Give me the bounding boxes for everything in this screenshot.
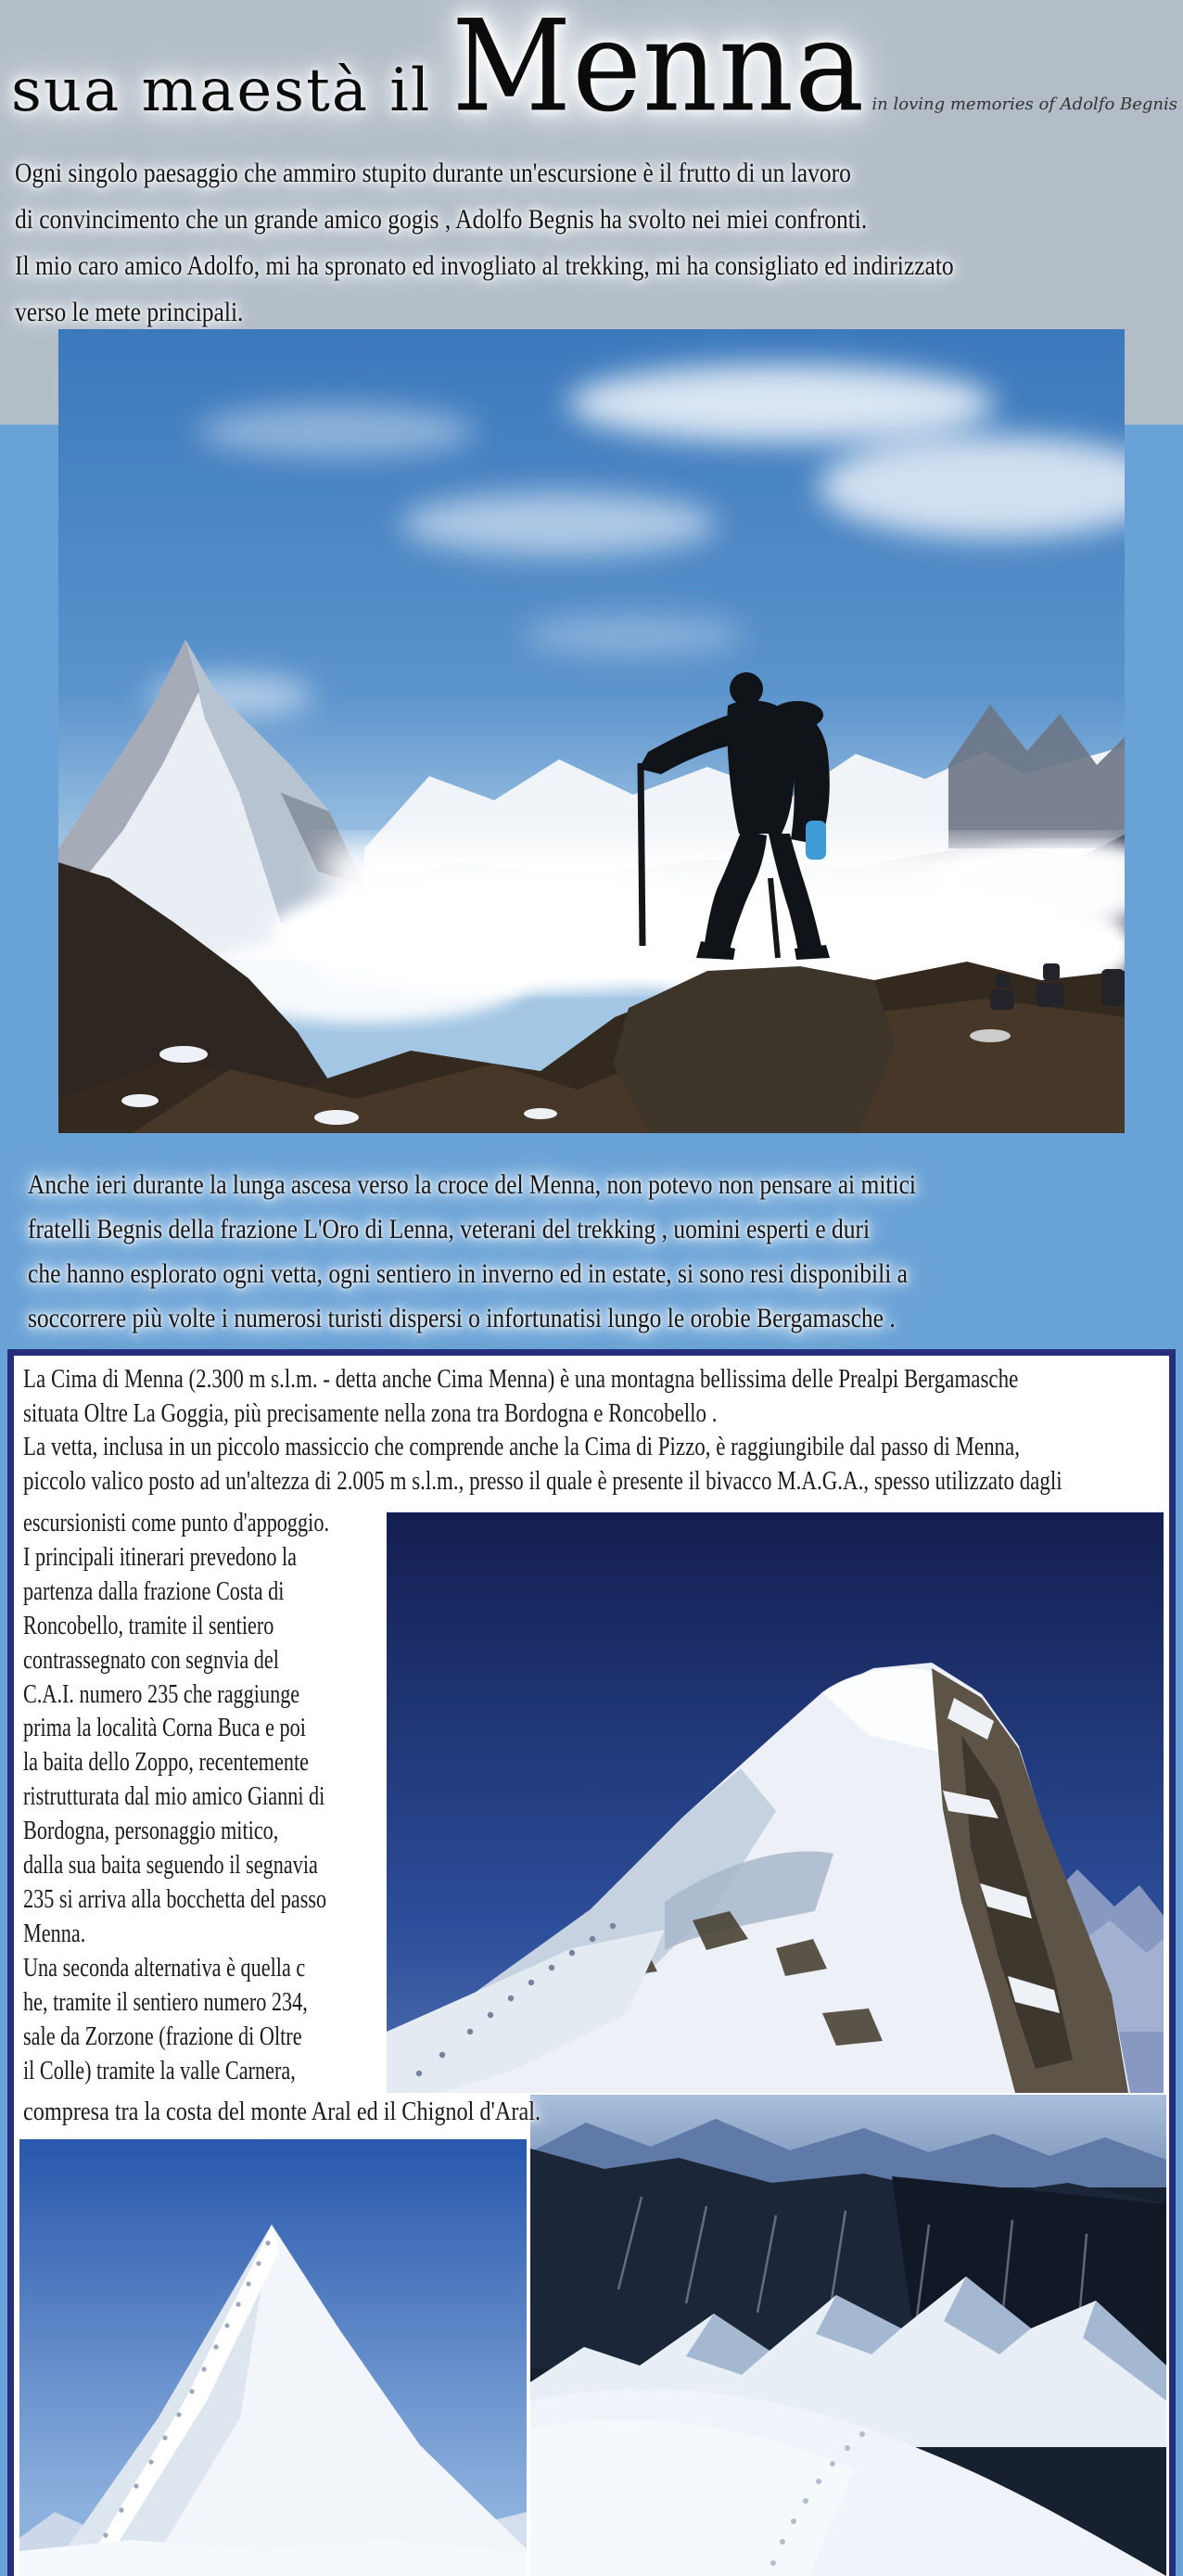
text-line: la baita dello Zoppo, recentemente <box>23 1748 310 1778</box>
text-line: situata Oltre La Goggia, più precisamente nella zona tra Bordogna e Roncobello . <box>23 1398 718 1428</box>
second-paragraph <box>28 1163 1073 1341</box>
text-line: contrassegnato con segnvia del <box>23 1645 279 1675</box>
text-line: Menna. <box>23 1919 86 1948</box>
article-column-text <box>23 1507 415 2088</box>
text-line: I principali itinerari prevedono la <box>23 1542 298 1572</box>
text-line: partenza dalla frazione Costa di <box>23 1576 285 1606</box>
text-line: Il mio caro amico Adolfo, mi ha spronato ed invogliato al trekking, mi ha consigliato ed indirizzato <box>15 250 954 281</box>
snow-pyramid-illustration <box>19 2139 527 2576</box>
text-line: 235 si arriva alla bocchetta del passo <box>23 1884 327 1914</box>
text-line: piccolo valico posto ad un'altezza di 2.005 m s.l.m., presso il quale è presente il bivacco M.A.G.A., spesso utilizzato dagli <box>23 1466 1062 1496</box>
text-line: Anche ieri durante la lunga ascesa verso la croce del Menna, non potevo non pensare ai mitici <box>28 1169 917 1200</box>
cima-menna-illustration <box>387 1512 1164 2093</box>
text-line: La Cima di Menna (2.300 m s.l.m. - detta anche Cima Menna) è una montagna bellissima delle Prealpi Bergamasche <box>23 1365 1019 1394</box>
text-line: il Colle) tramite la valle Carnera, <box>23 2056 296 2085</box>
text-line: escursionisti come punto d'appoggio. <box>23 1509 330 1537</box>
snow-ridge-illustration <box>530 2095 1166 2576</box>
text-line: fratelli Begnis della frazione L'Oro di Lenna, veterani del trekking , uomini esperti e duri <box>28 1214 871 1244</box>
cima-menna-photo <box>387 1512 1164 2093</box>
text-line: sale da Zorzone (frazione di Oltre <box>23 2021 302 2051</box>
snow-ridge-valley-photo <box>530 2095 1166 2576</box>
intro-paragraph <box>15 150 1119 336</box>
text-line: soccorrere più volte i numerosi turisti dispersi o infortunatisi lungo le orobie Bergamasche . <box>28 1303 896 1333</box>
text-line: ristrutturata dal mio amico Gianni di <box>23 1782 325 1812</box>
text-line: di convincimento che un grande amico gogis , Adolfo Begnis ha svolto nei miei confronti. <box>15 204 868 235</box>
text-line: he, tramite il sentiero numero 234, <box>23 1987 308 2017</box>
hero-photo-hiker-panorama <box>58 329 1125 1133</box>
text-line: Una seconda alternativa è quella c <box>23 1953 306 1983</box>
page-title <box>11 2 865 138</box>
article-box-inner <box>14 1356 1169 2576</box>
hero-photo-illustration <box>58 329 1125 1133</box>
text-line: Ogni singolo paesaggio che ammiro stupito durante un'escursione è il frutto di un lavoro <box>15 158 851 188</box>
text-line: C.A.I. numero 235 che raggiunge <box>23 1679 300 1709</box>
text-line: La vetta, inclusa in un piccolo massiccio che comprende anche la Cima di Pizzo, è raggiungibile dal passo di Menna, <box>23 1433 1020 1461</box>
water-bottle <box>806 821 826 860</box>
page-title-prefix: sua maestà il <box>11 57 432 125</box>
page-title-main: Menna <box>452 0 866 140</box>
text-line: che hanno esplorato ogni vetta, ogni sentiero in inverno ed in estate, si sono resi disponibili a <box>28 1258 908 1289</box>
snow-pyramid-photo <box>19 2139 527 2576</box>
text-line: dalla sua baita seguendo il segnavia <box>23 1851 318 1881</box>
dedication-text: in loving memories of Adolfo Begnis <box>871 95 1177 114</box>
text-line: prima la località Corna Buca e poi <box>23 1714 306 1743</box>
article-paragraph <box>23 1363 1176 1498</box>
article-final-line: compresa tra la costa del monte Aral ed il Chignol d'Aral. <box>23 2098 541 2126</box>
text-line: verso le mete principali. <box>15 297 244 327</box>
text-line: Bordogna, personaggio mitico, <box>23 1817 279 1846</box>
article-box <box>7 1349 1176 2576</box>
text-line: Roncobello, tramite il sentiero <box>23 1611 274 1640</box>
